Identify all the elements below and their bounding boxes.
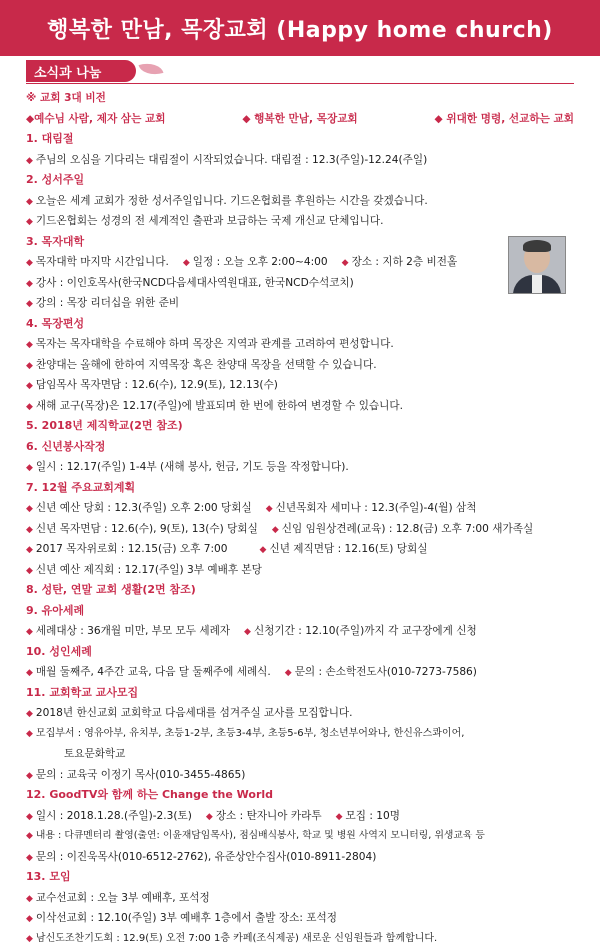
list-item: ◆ 세례대상 : 36개월 미만, 부모 모두 세례자 ◆ 신청기간 : 12.10(주일)까지 각 교구장에게 신청: [26, 621, 578, 642]
leaf-icon: [139, 59, 164, 78]
list-item: ◆ 이삭선교회 : 12.10(주일) 3부 예배후 1층에서 출발 장소: 포석정: [26, 908, 578, 929]
header-banner: [0, 0, 600, 56]
page-title: 행복한 만남, 목장교회 (Happy home church): [47, 13, 553, 44]
list-item-continuation: 토요문화학교: [26, 744, 578, 765]
section-tag: [26, 60, 136, 82]
list-item: ◆ 문의 : 이진욱목사(010-6512-2762), 유준상안수집사(010-8911-2804): [26, 847, 578, 868]
section-title: 6. 신년봉사작정: [26, 437, 578, 458]
list-item: ◆ 신년 목자면담 : 12.6(수), 9(토), 13(수) 당회실 ◆ 신임 임원상견례(교육) : 12.8(금) 오후 7:00 새가족실: [26, 519, 578, 540]
section-title: 7. 12월 주요교회계획: [26, 478, 578, 499]
list-item: ◆ 남신도조찬기도회 : 12.9(토) 오전 7:00 1층 카페(조식제공) 새로운 신임원들과 함께합니다.: [26, 929, 578, 949]
section-title: 11. 교회학교 교사모집: [26, 683, 578, 704]
list-item: ◆ 모집부서 : 영유아부, 유치부, 초등1-2부, 초등3-4부, 초등5-6부, 청소년부어와나, 한신유스콰이어,: [26, 724, 578, 745]
list-item: ◆ 2017 목자위로회 : 12.15(금) 오후 7:00 ◆ 신년 제직면담 : 12.16(토) 당회실: [26, 539, 578, 560]
list-item: ◆ 주님의 오심을 기다리는 대림절이 시작되었습니다. 대림절 : 12.3(주일)-12.24(주일): [26, 150, 578, 171]
section-title: 4. 목장편성: [26, 314, 578, 335]
list-item: ◆ 신년 예산 제직회 : 12.17(주일) 3부 예배후 본당: [26, 560, 578, 581]
list-item: ◆ 매월 둘째주, 4주간 교육, 다음 달 둘째주에 세례식. ◆ 문의 : 손소학전도사(010-7273-7586): [26, 662, 578, 683]
divider: [26, 83, 574, 84]
section-title: 8. 성탄, 연말 교회 생활(2면 참조): [26, 580, 578, 601]
vision-item: ◆ 위대한 명령, 선교하는 교회: [435, 109, 575, 130]
section-title: 2. 성서주일: [26, 170, 578, 191]
section-tag-row: [0, 58, 600, 86]
section-title: 9. 유아세례: [26, 601, 578, 622]
list-item: ◆ 강의 : 목장 리더십을 위한 준비: [26, 293, 578, 314]
list-item: ◆ 강사 : 이인호목사(한국NCD다음세대사역원대표, 한국NCD수석코치): [26, 273, 578, 294]
section-title: 10. 성인세례: [26, 642, 578, 663]
list-item: ◆ 목자는 목자대학을 수료해야 하며 목장은 지역과 관계를 고려하여 편성합니다.: [26, 334, 578, 355]
list-item: ◆ 새해 교구(목장)은 12.17(주일)에 발표되며 한 번에 한하여 변경할 수 있습니다.: [26, 396, 578, 417]
announcements: [26, 88, 578, 949]
list-item: ◆ 오늘은 세계 교회가 정한 성서주일입니다. 기드온협회를 후원하는 시간을 갖겠습니다.: [26, 191, 578, 212]
section-tag-label: 소식과 나눔: [34, 62, 101, 81]
list-item: ◆ 일시 : 12.17(주일) 1-4부 (새해 봉사, 헌금, 기도 등을 작정합니다).: [26, 457, 578, 478]
vision-item: ◆예수님 사람, 제자 삼는 교회: [26, 109, 166, 130]
list-item: ◆ 신년 예산 당회 : 12.3(주일) 오후 2:00 당회실 ◆ 신년목회자 세미나 : 12.3(주일)-4(월) 삼척: [26, 498, 578, 519]
list-item: ◆ 2018년 한신교회 교회학교 다음세대를 섬겨주실 교사를 모집합니다.: [26, 703, 578, 724]
list-item: ◆ 일시 : 2018.1.28.(주일)-2.3(토) ◆ 장소 : 탄자니아 카라투 ◆ 모집 : 10명: [26, 806, 578, 827]
section-title: 3. 목자대학: [26, 232, 578, 253]
list-item: ◆ 찬양대는 올해에 한하여 지역목장 혹은 찬양대 목장을 선택할 수 있습니다.: [26, 355, 578, 376]
section-title: 12. GoodTV와 함께 하는 Change the World: [26, 785, 578, 806]
list-item: ◆ 교수선교회 : 오늘 3부 예배후, 포석정: [26, 888, 578, 909]
list-item: ◆ 담임목사 목자면담 : 12.6(수), 12.9(토), 12.13(수): [26, 375, 578, 396]
section-title: 1. 대림절: [26, 129, 578, 150]
vision-title: ※ 교회 3대 비전: [26, 88, 578, 109]
list-item: ◆ 기드온협회는 성경의 전 세계적인 출판과 보급하는 국제 개신교 단체입니다.: [26, 211, 578, 232]
list-item: ◆ 내용 : 다큐멘터리 촬영(출연: 이윤재담임목사), 점심배식봉사, 학교 및 병원 사역지 모니터링, 위생교육 등: [26, 826, 578, 847]
section-title: 5. 2018년 제직학교(2면 참조): [26, 416, 578, 437]
vision-list: [26, 109, 578, 130]
list-item: ◆ 문의 : 교육국 이정기 목사(010-3455-4865): [26, 765, 578, 786]
vision-item: ◆ 행복한 만남, 목장교회: [242, 109, 357, 130]
list-item: ◆ 목자대학 마지막 시간입니다. ◆ 일정 : 오늘 오후 2:00~4:00 ◆ 장소 : 지하 2층 비전홀: [26, 252, 578, 273]
section-title: 13. 모임: [26, 867, 578, 888]
